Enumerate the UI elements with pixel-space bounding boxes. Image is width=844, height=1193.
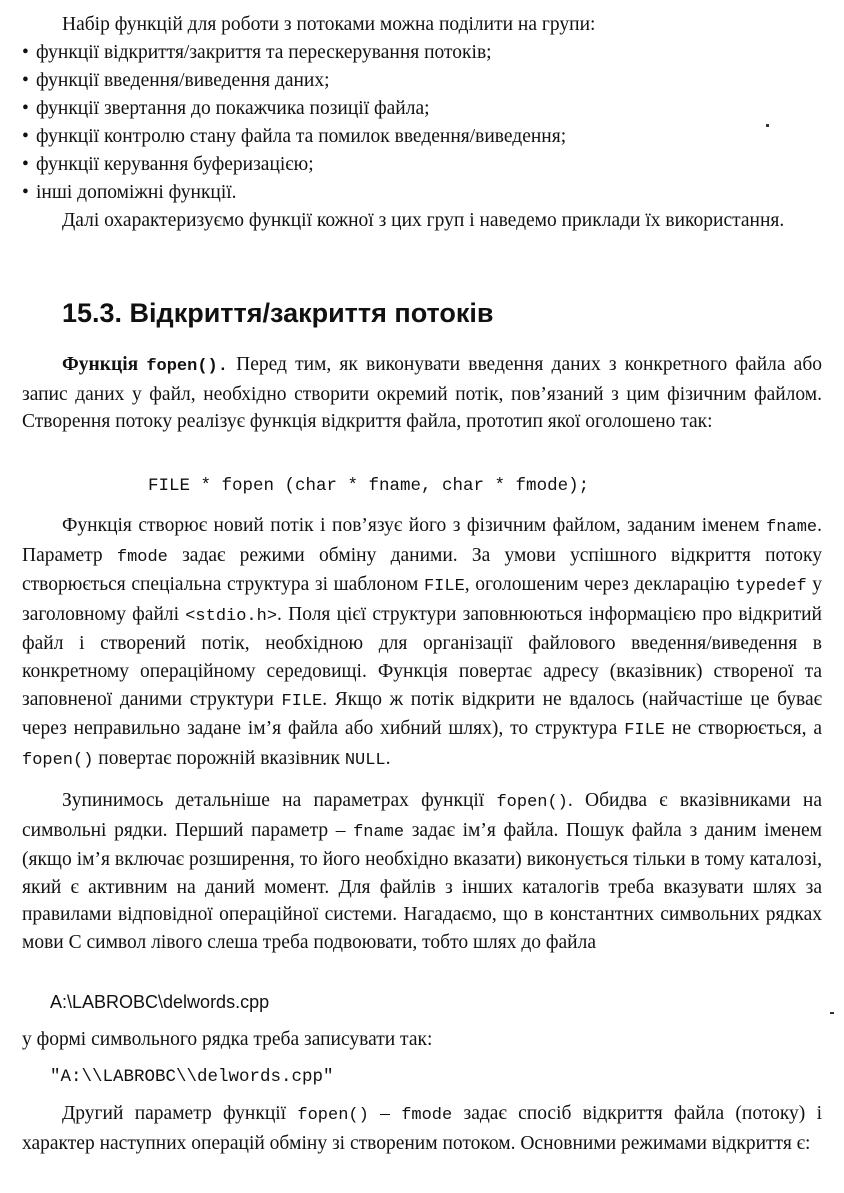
text-run: не створюється, а [665,718,822,740]
scan-speck [830,1012,834,1014]
text-run: – [368,1103,402,1124]
inline-code: FILE [624,721,666,741]
list-item: • функції контролю стану файла та помилок введення/виведення; [22,123,822,151]
inline-code: fopen() [297,1106,369,1125]
text-run: . Обидва є вказівниками на символьні рядки. Перший параметр – [22,790,822,841]
intro-paragraph: Набір функцій для роботи з потоками можна поділити на групи: [62,14,596,35]
text-run: Зупинимось детальніше на параметрах функції [62,790,497,811]
text-run: Другий параметр функції [62,1103,298,1124]
inline-code: NULL [344,750,386,770]
list-item: • функції звертання до покажчика позиції файла; [22,95,822,123]
text-run: повертає порожній вказівник [93,747,345,769]
inline-code: fmode [116,547,168,567]
text-run: . Параметр [22,515,822,566]
inline-code: fname [766,518,818,537]
inline-code: typedef [735,577,807,597]
description-paragraph [22,512,822,774]
path-example: A:\LABROBC\delwords.cpp [50,992,270,1012]
inline-code: fmode [401,1106,453,1125]
text-run: задає ім’я файла. Пошук файла з даним іменем (якщо ім’я включає розширення, то його необхідно вказати) виконується тільки в тому каталозі, який є активним на даний момент. Для файлів з інших каталогів треба вказувати шлях за правилами відповідної операційної системи. Нагадаємо, що в константних символьних рядках мови С символ лівого слеша треба подвоювати, тобто шлях до файла [22,819,822,953]
list-item: • функції введення/виведення даних; [22,67,822,95]
text-run: . Поля цієї структури заповнюються інформацією про відкритий файл і створений потік, необхідною для організації файлового введення/виведення в конкретному операційному середовищі. Функція повертає адресу (вказівник) створеної та заповненої даними структури [22,603,822,710]
string-form-label: у формі символьного рядка треба записувати так: [22,1029,433,1050]
inline-code: fname [353,822,405,842]
inline-code: FILE [281,691,323,711]
bullet-icon: • [22,70,29,91]
prototype-code: FILE * fopen (char * fname, char * fmode); [148,476,590,496]
intro-paragraph-2: Далі охарактеризуємо функції кожної з цих груп і наведемо приклади їх використання. [62,210,785,231]
fopen-fn: fopen(). [146,357,228,376]
text-run: . Якщо ж потік відкрити не вдалось (найчастіше це буває через неправильно задане ім’я файла або хибний шлях), то структура [22,688,822,740]
scan-speck [766,124,769,127]
text-run: . [385,747,391,769]
bullet-icon: • [22,126,29,147]
text-run: задає спосіб відкриття файла (потоку) і характер наступних операцій обміну зі створеним потоком. Основними режимами відкриття є: [22,1103,823,1154]
fopen-text: Перед тим, як виконувати введення даних з конкретного файла або запис даних у файл, необхідно створити окремий потік, пов’язаний з цим фізичним файлом. Створення потоку реалізує функція відкриття файла, прототип якої оголошено так: [22,354,823,433]
bullet-icon: • [22,182,29,203]
bullet-icon: • [22,98,29,119]
text-run: Функція створює новий потік і пов’язує його з фізичним файлом, заданим іменем [62,515,767,536]
mode-paragraph [22,1100,822,1157]
bullet-icon: • [22,42,29,63]
section-heading: 15.3. Відкриття/закриття потоків [62,298,494,328]
inline-code: fopen() [22,750,94,770]
list-item: • функції керування буферизацією; [22,151,822,179]
fopen-lead: Функція [62,354,139,375]
inline-code: FILE [423,577,465,597]
list-item: • функції відкриття/закриття та перескерування потоків; [22,39,822,67]
bullet-icon: • [22,154,29,175]
text-run: задає режими обміну даними. За умови успішного відкриття потоку створюється спеціальна структура зі шаблоном [22,544,822,596]
string-example: "A:\\LABROBC\\delwords.cpp" [50,1067,334,1087]
text-run: , оголошеним через декларацію [464,574,736,596]
parameters-paragraph [22,787,822,957]
text-run: у заголовному файлі [22,574,822,625]
inline-code: fopen() [496,793,568,812]
list-item: • інші допоміжні функції. [22,179,822,207]
inline-code: <stdio.h> [185,606,278,626]
fopen-paragraph [22,351,822,436]
